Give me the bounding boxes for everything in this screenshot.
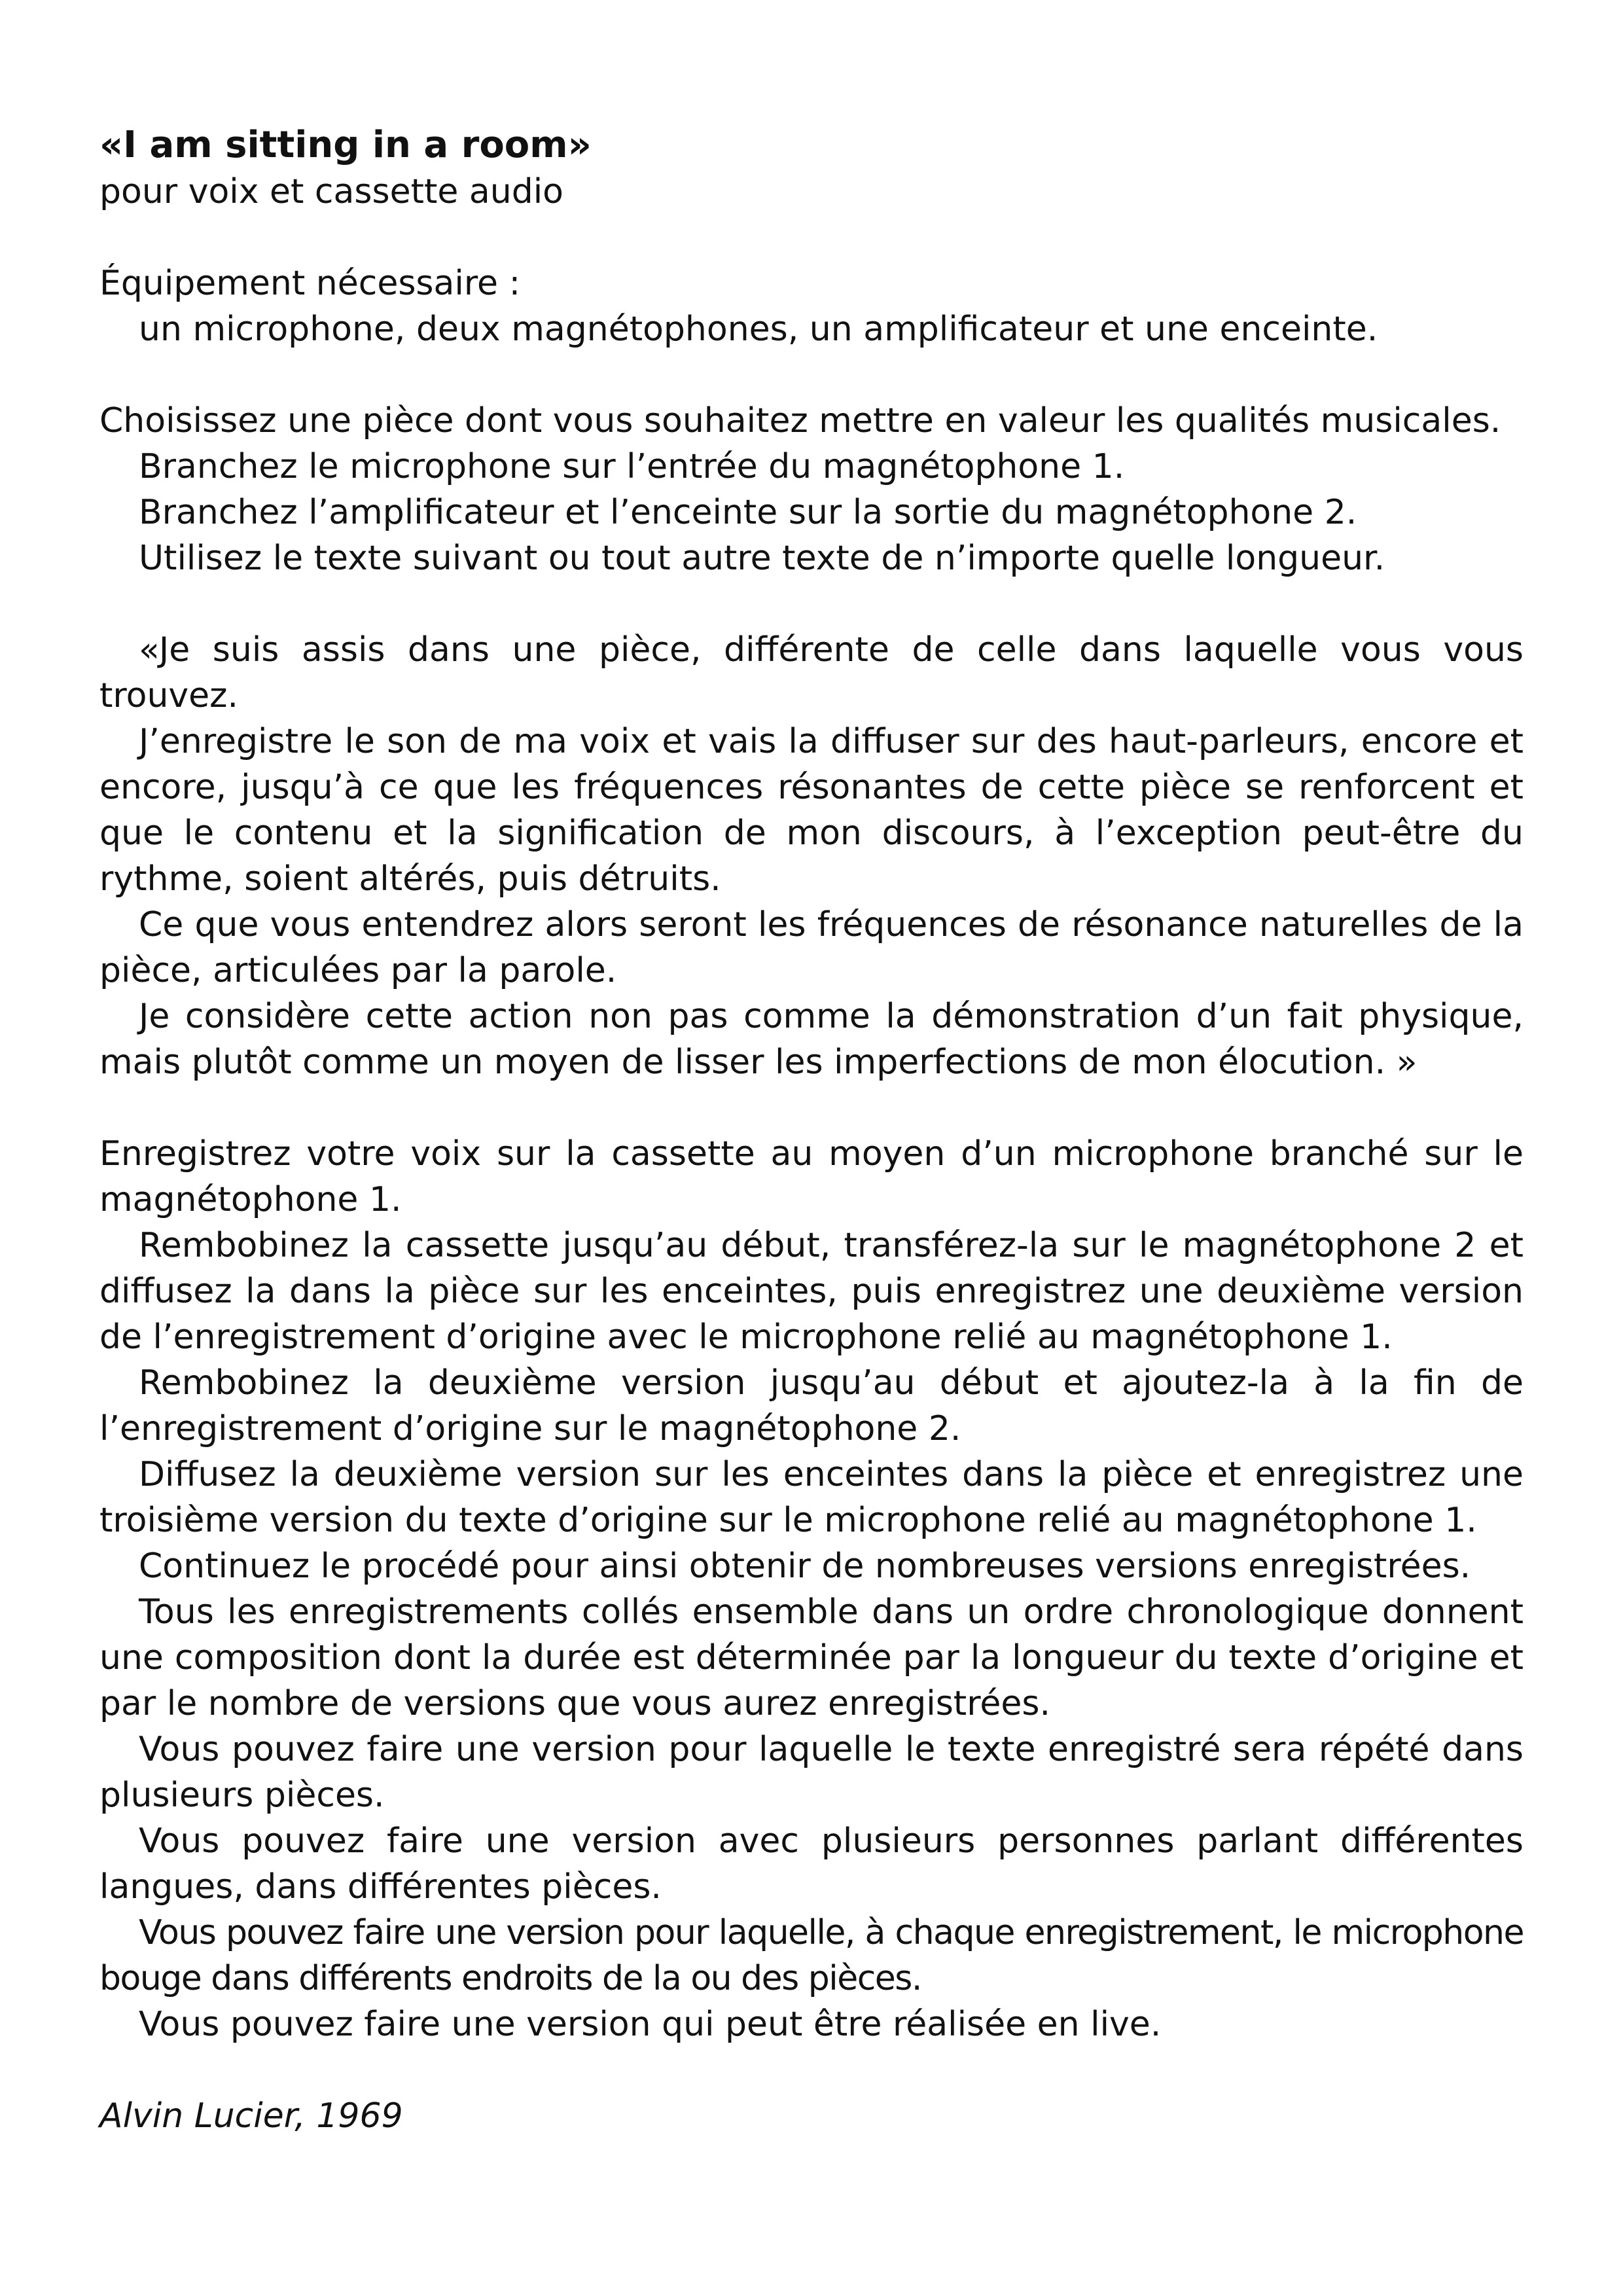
quote-paragraph: Ce que vous entendrez alors seront les fréquences de résonance naturelles de la pièce, articulées par la parole. bbox=[99, 905, 1524, 990]
instruction-paragraph: Vous pouvez faire une version qui peut être réalisée en live. bbox=[139, 2005, 1162, 2044]
instruction-paragraph: Diffusez la deuxième version sur les enceintes dans la pièce et enregistrez une troisième version du texte d’origine sur le microphone relié au magnétophone 1. bbox=[99, 1455, 1524, 1540]
quote-paragraph: J’enregistre le son de ma voix et vais la diffuser sur des haut-parleurs, encore et encore, jusqu’à ce que les fréquences résonantes de cette pièce se renforcent et que le contenu et la signification de mon discours, à l’exception peut-être du rythme, soient altérés, puis détruits. bbox=[99, 722, 1524, 899]
setup-line: Choisissez une pièce dont vous souhaitez mettre en valeur les qualités musicales. bbox=[99, 401, 1501, 440]
quote-paragraph: Je considère cette action non pas comme la démonstration d’un fait physique, mais plutôt comme un moyen de lisser les imperfections de mon élocution. » bbox=[99, 997, 1524, 1082]
document-title: «I am sitting in a room» bbox=[99, 124, 592, 166]
instruction-paragraph: Rembobinez la cassette jusqu’au début, transférez-la sur le magnétophone 2 et diffusez la dans la pièce sur les enceintes, puis enregistrez une deuxième version de l’enregistrement d’origine avec le microphone relié au magnétophone 1. bbox=[99, 1226, 1524, 1357]
author-signature: Alvin Lucier, 1969 bbox=[99, 2096, 403, 2136]
instruction-paragraph: Vous pouvez faire une version avec plusieurs personnes parlant différentes langues, dans différentes pièces. bbox=[99, 1821, 1524, 1907]
setup-line: Branchez le microphone sur l’entrée du magnétophone 1. bbox=[139, 447, 1125, 486]
instruction-paragraph: Rembobinez la deuxième version jusqu’au début et ajoutez-la à la fin de l’enregistrement d’origine sur le magnétophone 2. bbox=[99, 1363, 1524, 1448]
document-subtitle: pour voix et cassette audio bbox=[99, 172, 563, 211]
instruction-paragraph: Continuez le procédé pour ainsi obtenir de nombreuses versions enregistrées. bbox=[139, 1547, 1471, 1586]
instruction-paragraph: Vous pouvez faire une version pour laquelle, à chaque enregistrement, le microphone bouge dans différents endroits de la ou des pièces. bbox=[99, 1913, 1524, 1998]
setup-line: Utilisez le texte suivant ou tout autre texte de n’importe quelle longueur. bbox=[139, 539, 1385, 578]
equipment-heading: Équipement nécessaire : bbox=[99, 264, 521, 303]
instruction-paragraph: Vous pouvez faire une version pour laquelle le texte enregistré sera répété dans plusieurs pièces. bbox=[99, 1730, 1524, 1815]
quote-paragraph: «Je suis assis dans une pièce, différente de celle dans laquelle vous vous trouvez. bbox=[99, 630, 1524, 715]
document-page bbox=[99, 122, 1524, 2139]
instruction-paragraph: Enregistrez votre voix sur la cassette au moyen d’un microphone branché sur le magnétophone 1. bbox=[99, 1134, 1524, 1219]
setup-line: Branchez l’amplificateur et l’enceinte sur la sortie du magnétophone 2. bbox=[139, 493, 1357, 532]
equipment-list: un microphone, deux magnétophones, un amplificateur et une enceinte. bbox=[139, 310, 1378, 349]
instruction-paragraph: Tous les enregistrements collés ensemble dans un ordre chronologique donnent une composition dont la durée est déterminée par la longueur du texte d’origine et par le nombre de versions que vous aurez enregistrées. bbox=[99, 1592, 1524, 1723]
